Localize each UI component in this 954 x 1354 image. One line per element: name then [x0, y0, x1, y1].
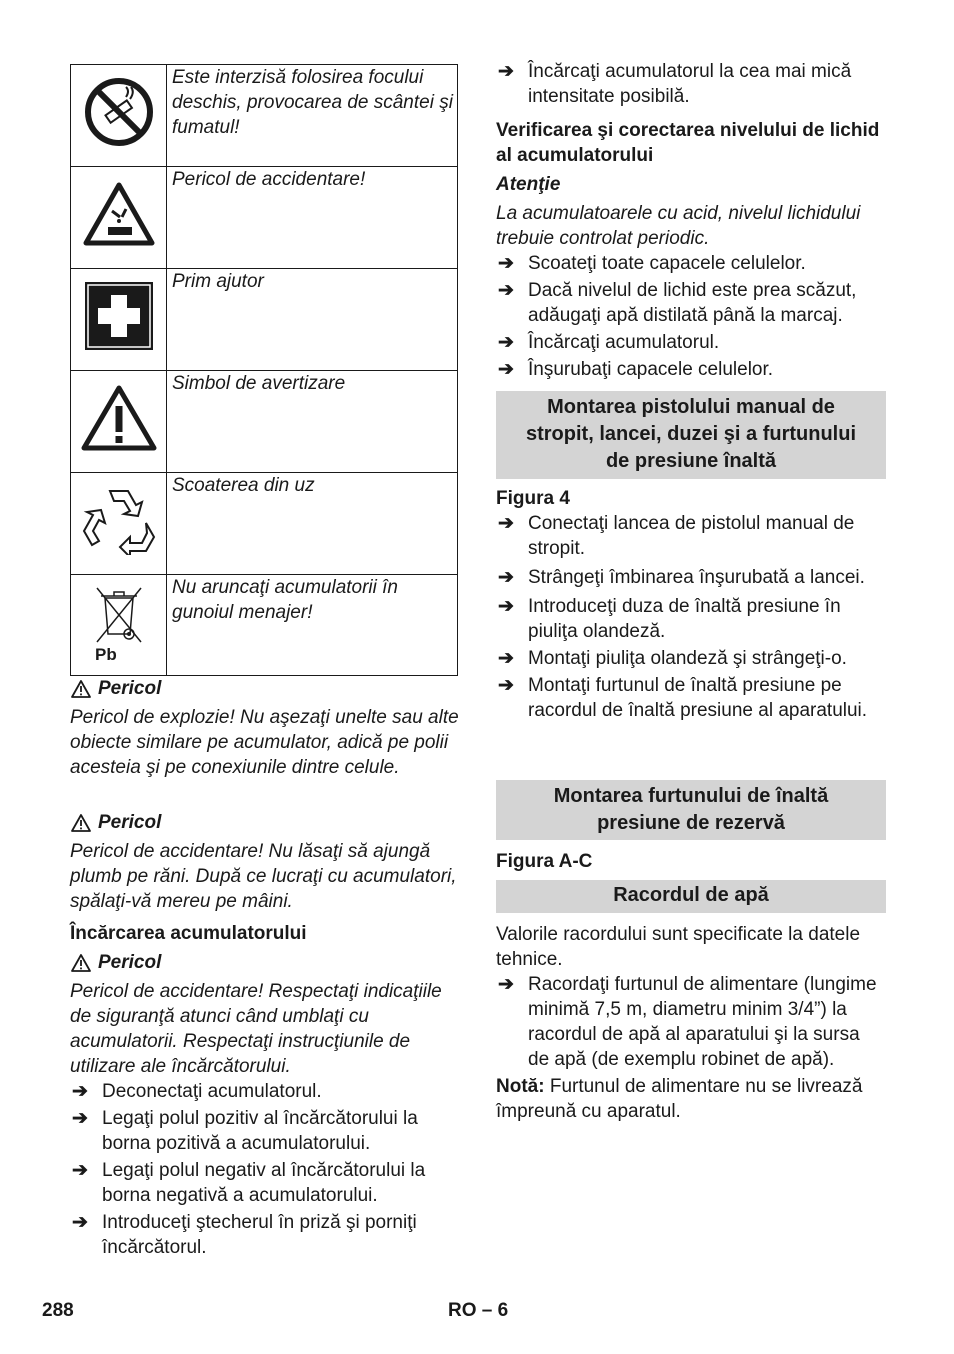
banner-title: Montarea pistolului manual de stropit, lancei, duzei şi a furtunului de presiune înaltă	[525, 396, 857, 472]
attention-text: La acumulatoarele cu acid, nivelul lichidului trebuie controlat periodic.	[496, 203, 861, 249]
list-item	[496, 565, 886, 590]
arrow-right-icon: ➔	[72, 1108, 88, 1129]
section-heading: Verificarea şi corectarea nivelului de lichid al acumulatorului	[496, 120, 880, 166]
warning-heading	[70, 950, 161, 975]
figure-reference: Figura A-C	[496, 851, 593, 872]
crossed-bin-pb-icon	[71, 575, 167, 676]
step-text: Încărcaţi acumulatorul la cea mai mică intensitate posibilă.	[528, 61, 852, 107]
arrow-right-icon: ➔	[72, 1160, 88, 1181]
arrow-right-icon: ➔	[498, 596, 514, 617]
warning-heading	[70, 810, 161, 835]
symbol-text: Pericol de accidentare!	[167, 167, 458, 269]
arrow-right-icon: ➔	[498, 280, 514, 301]
no-fire-smoking-icon	[71, 65, 167, 167]
first-aid-icon	[71, 269, 167, 371]
symbol-text: Scoaterea din uz	[167, 473, 458, 575]
list-item	[496, 594, 886, 644]
arrow-right-icon: ➔	[498, 675, 514, 696]
section-banner	[496, 880, 886, 913]
arrow-right-icon: ➔	[498, 332, 514, 353]
symbol-row	[71, 371, 458, 473]
list-item	[496, 357, 886, 382]
list-item	[496, 251, 886, 276]
warning-title: Pericol	[98, 812, 162, 833]
list-item	[496, 673, 886, 723]
list-item	[70, 1106, 462, 1156]
section-banner	[496, 391, 886, 479]
symbol-text: Simbol de avertizare	[167, 371, 458, 473]
list-item	[496, 59, 886, 109]
symbol-row	[71, 65, 458, 167]
arrow-right-icon: ➔	[498, 61, 514, 82]
step-text: Legaţi polul negativ al încărcătorului la borna negativă a acumulatorului.	[102, 1160, 426, 1206]
list-item	[70, 1158, 462, 1208]
symbol-row	[71, 575, 458, 676]
charging-steps	[70, 1079, 462, 1260]
acid-hazard-icon	[71, 167, 167, 269]
page-number: 288	[42, 1300, 74, 1321]
step-text: Strângeţi îmbinarea înşurubată a lancei.	[528, 567, 865, 588]
note-text: Furtunul de alimentare nu se livrează împreună cu aparatul.	[496, 1076, 863, 1122]
arrow-right-icon: ➔	[498, 567, 514, 588]
warning-text: Pericol de accidentare! Respectaţi indicaţiile de siguranţă atunci când umblaţi cu acumulatorii. Respectaţi instrucţiunile de utilizare ale încărcătorului.	[70, 981, 442, 1077]
banner-title: Montarea furtunului de înaltă presiune de rezervă	[553, 785, 829, 834]
section-banner	[496, 780, 886, 840]
step-text: Legaţi polul pozitiv al încărcătorului la borna pozitivă a acumulatorului.	[102, 1108, 418, 1154]
water-steps	[496, 972, 886, 1072]
list-item	[496, 330, 886, 355]
warning-triangle-icon	[70, 953, 92, 973]
warning-text: Pericol de explozie! Nu aşezaţi unelte sau alte obiecte similare pe acumulator, adică pe polii acesteia şi pe conexiunile dintre celule.	[70, 707, 459, 778]
symbol-row	[71, 167, 458, 269]
arrow-right-icon: ➔	[498, 359, 514, 380]
charging-step-continued	[496, 59, 886, 109]
list-item	[496, 972, 886, 1072]
list-item	[496, 511, 886, 561]
step-text: Introduceţi duza de înaltă presiune în piuliţa olandeză.	[528, 596, 841, 642]
list-item	[70, 1210, 462, 1260]
list-item	[496, 646, 886, 671]
step-text: Încărcaţi acumulatorul.	[528, 332, 720, 353]
step-text: Deconectaţi acumulatorul.	[102, 1081, 322, 1102]
banner-title: Racordul de apă	[613, 884, 769, 906]
arrow-right-icon: ➔	[498, 648, 514, 669]
water-text: Valorile racordului sunt specificate la datele tehnice.	[496, 924, 861, 970]
symbols-table	[70, 64, 458, 676]
section-label: RO – 6	[448, 1300, 509, 1321]
warning-text: Pericol de accidentare! Nu lăsaţi să ajungă plumb pe răni. După ce lucraţi cu acumulatori, spălaţi-vă mereu pe mâini.	[70, 841, 457, 912]
symbol-row	[71, 473, 458, 575]
list-item	[70, 1079, 462, 1104]
list-item	[496, 278, 886, 328]
warning-triangle-icon	[71, 371, 167, 473]
warning-title: Pericol	[98, 952, 162, 973]
symbol-text: Prim ajutor	[167, 269, 458, 371]
step-text: Scoateţi toate capacele celulelor.	[528, 253, 806, 274]
warning-triangle-icon	[70, 813, 92, 833]
arrow-right-icon: ➔	[498, 513, 514, 534]
level-steps	[496, 251, 886, 382]
arrow-right-icon: ➔	[72, 1081, 88, 1102]
recycling-icon	[71, 473, 167, 575]
warning-title: Pericol	[98, 678, 162, 699]
step-text: Conectaţi lancea de pistolul manual de stropit.	[528, 513, 855, 559]
warning-triangle-icon	[70, 679, 92, 699]
note-label: Notă:	[496, 1076, 545, 1097]
warning-heading	[70, 676, 161, 701]
step-text: Montaţi piuliţa olandeză şi strângeţi-o.	[528, 648, 847, 669]
step-text: Introduceţi ştecherul în priză şi porniţi încărcătorul.	[102, 1212, 417, 1258]
symbol-row	[71, 269, 458, 371]
arrow-right-icon: ➔	[498, 253, 514, 274]
arrow-right-icon: ➔	[72, 1212, 88, 1233]
section-heading: Încărcarea acumulatorului	[70, 923, 307, 944]
step-text: Montaţi furtunul de înaltă presiune pe racordul de înaltă presiune al aparatului.	[528, 675, 868, 721]
figure-reference: Figura 4	[496, 488, 570, 509]
symbol-text: Este interzisă folosirea focului deschis, provocarea de scântei şi fumatul!	[167, 65, 458, 167]
step-text: Racordaţi furtunul de alimentare (lungime minimă 7,5 m, diametru minim 3/4”) la racordul de apă al aparatului şi la sursa de apă (de exemplu robinet de apă).	[528, 974, 877, 1070]
note	[496, 1074, 888, 1124]
attention-title: Atenţie	[496, 174, 561, 195]
arrow-right-icon: ➔	[498, 974, 514, 995]
mount-steps	[496, 511, 886, 723]
step-text: Înşurubaţi capacele celulelor.	[528, 359, 774, 380]
pb-label: Pb	[94, 644, 117, 664]
symbol-text: Nu aruncaţi acumulatorii în gunoiul menajer!	[167, 575, 458, 676]
step-text: Dacă nivelul de lichid este prea scăzut, adăugaţi apă distilată până la marcaj.	[528, 280, 857, 326]
